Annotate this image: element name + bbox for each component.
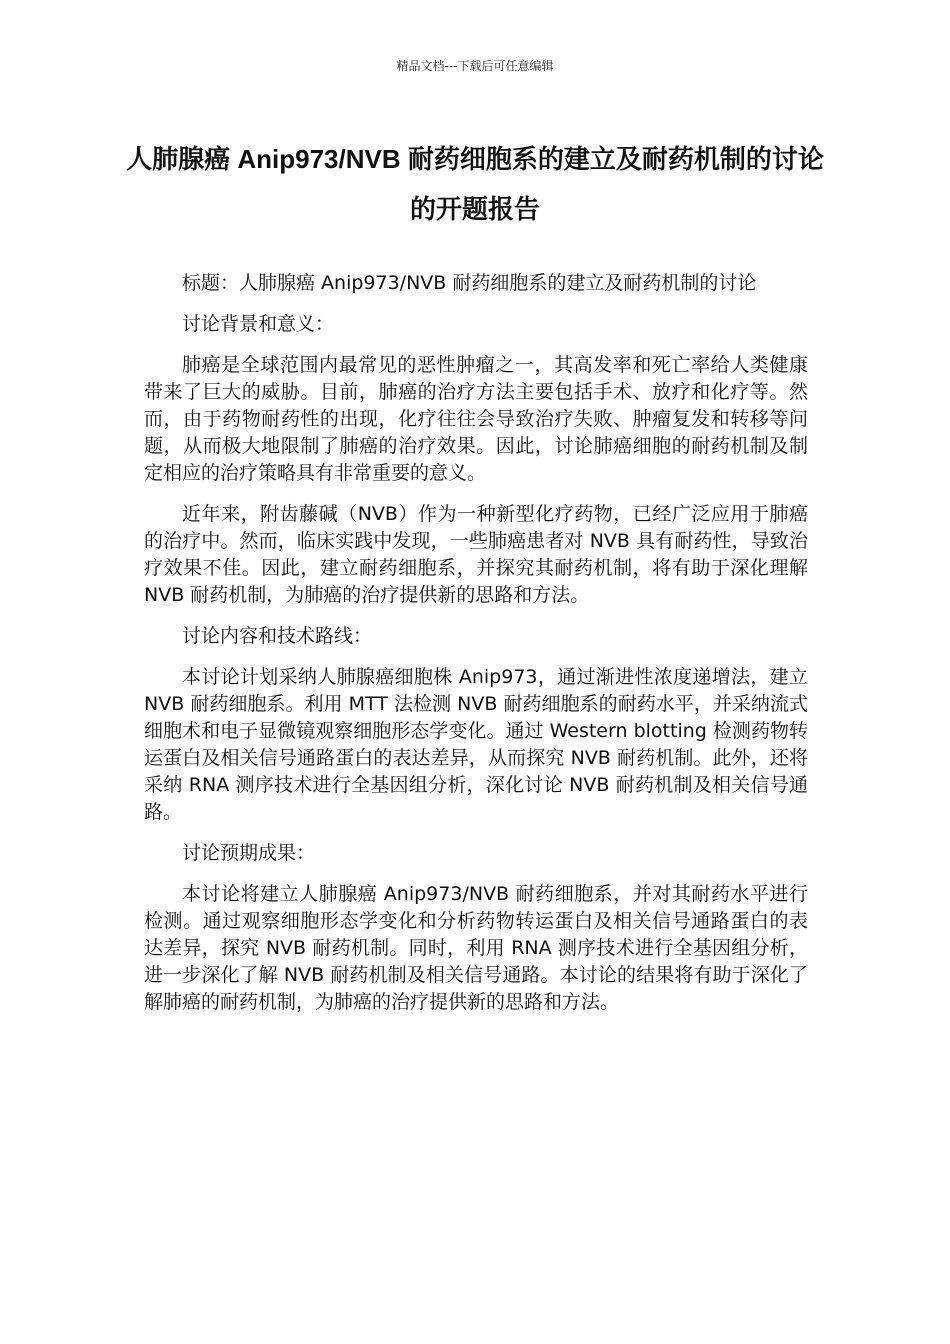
document-title: 人肺腺癌 Anip973/NVB 耐药细胞系的建立及耐药机制的讨论的开题报告 [126,144,824,224]
heading-expected-results: 讨论预期成果： [182,842,316,864]
paragraph-background: 肺癌是全球范围内最常见的恶性肿瘤之一，其高发率和死亡率给人类健康带来了巨大的威胁。目前，肺癌的治疗方法主要包括手术、放疗和化疗等。然而，由于药物耐药性的出现，化疗往往会导致治疗失败、肿瘤复发和转移等问题，从而极大地限制了肺癌的治疗效果。因此，讨论肺癌细胞的耐药机制及制定相应的治疗策略具有非常重要的意义。 [144,354,808,484]
paragraph-subject: 标题：人肺腺癌 Anip973/NVB 耐药细胞系的建立及耐药机制的讨论 [182,272,757,294]
paragraph-methods: 本讨论计划采纳人肺腺癌细胞株 Anip973，通过渐进性浓度递增法，建立 NVB 耐药细胞系。利用 MTT 法检测 NVB 耐药细胞系的耐药水平，并采纳流式细胞术和电子显微镜观察细胞形态学变化。通过 Western blotting 检测药物转运蛋白及相关信号通路蛋白的表达差异，从而探究 NVB 耐药机制。此外，还将采纳 RNA 测序技术进行全基因组分析，深化讨论 NVB 耐药机制及相关信号通路。 [144,666,808,823]
heading-background: 讨论背景和意义： [182,313,335,335]
header-note: 精品文档---下载后可任意编辑 [396,59,554,73]
heading-methods: 讨论内容和技术路线： [182,625,373,647]
document-body [144,270,808,1030]
paragraph-nvb: 近年来，附齿藤碱（NVB）作为一种新型化疗药物，已经广泛应用于肺癌的治疗中。然而，临床实践中发现，一些肺癌患者对 NVB 具有耐药性，导致治疗效果不佳。因此，建立耐药细胞系，并探究其耐药机制，将有助于深化理解 NVB 耐药机制，为肺癌的治疗提供新的思路和方法。 [144,503,808,606]
paragraph-expected-results: 本讨论将建立人肺腺癌 Anip973/NVB 耐药细胞系，并对其耐药水平进行检测。通过观察细胞形态学变化和分析药物转运蛋白及相关信号通路蛋白的表达差异，探究 NVB 耐药机制。同时，利用 RNA 测序技术进行全基因组分析，进一步深化了解 NVB 耐药机制及相关信号通路。本讨论的结果将有助于深化了解肺癌的耐药机制，为肺癌的治疗提供新的思路和方法。 [144,883,808,1013]
